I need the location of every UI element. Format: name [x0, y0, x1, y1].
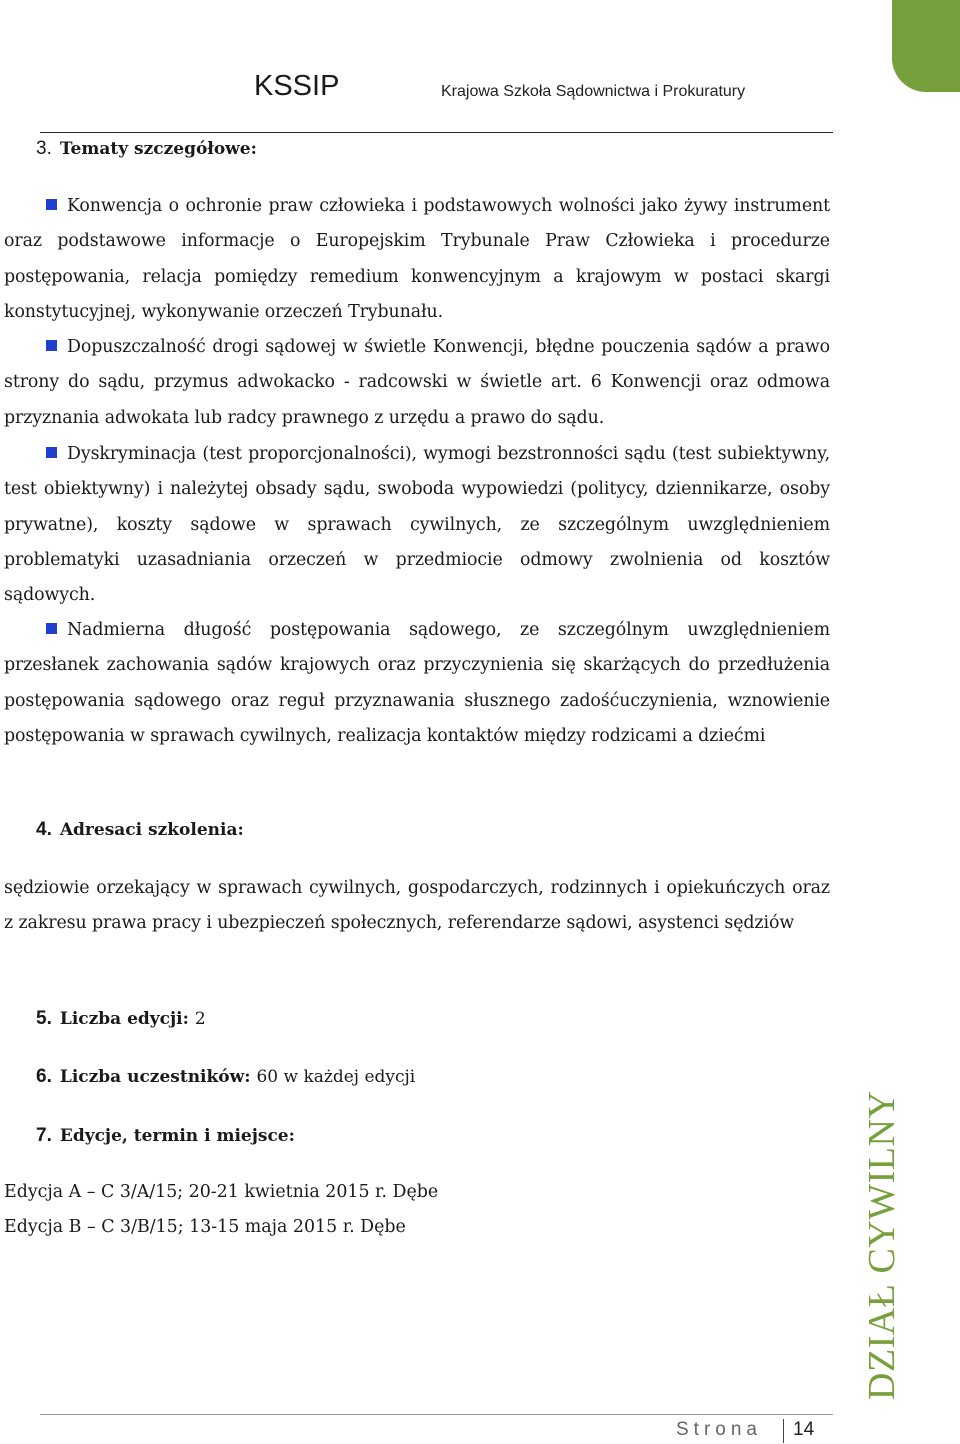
section-7-heading — [36, 1125, 295, 1147]
square-bullet-icon — [46, 199, 57, 210]
topic-item-4 — [4, 613, 830, 754]
topic-item-text: Konwencja o ochronie praw człowieka i podstawowych wolności jako żywy instrument oraz podstawowe informacje o Europejskim Trybunale Praw Człowieka i procedurze postępowania, relacja pomiędzy remedium konwencyjnym a krajowym w postaci skargi konstytucyjnej, wykonywanie orzeczeń Trybunału. — [4, 196, 830, 322]
section-6-number: 6. — [36, 1066, 52, 1087]
section-4-heading — [36, 819, 244, 841]
section-5-value: 2 — [194, 1009, 206, 1029]
square-bullet-icon — [46, 623, 57, 634]
footer-divider — [40, 1414, 833, 1415]
section-4-text: sędziowie orzekający w sprawach cywilnych, gospodarczych, rodzinnych i opiekuńczych oraz z zakresu prawa pracy i ubezpieczeń społecznych, referendarze sądowi, asystenci sędziów — [4, 878, 830, 934]
section-5-number: 5. — [36, 1008, 52, 1029]
topic-item-3 — [4, 437, 830, 613]
topic-item-text: Nadmierna długość postępowania sądowego, ze szczególnym uwzględnieniem przesłanek zachowania sądów krajowych oraz przyczynienia się skarżących do przedłużenia postępowania sądowego oraz reguł przyznawania słusznego zadośćuczynienia, wznowienie postępowania w sprawach cywilnych, realizacja kontaktów między rodzicami a dziećmi — [4, 620, 830, 746]
section-4-number: 4. — [36, 819, 52, 840]
section-3-title: Tematy szczegółowe: — [59, 139, 257, 159]
square-bullet-icon — [46, 340, 57, 351]
section-5-title: Liczba edycji: — [59, 1009, 189, 1029]
section-6-title: Liczba uczestników: — [59, 1067, 251, 1087]
square-bullet-icon — [46, 447, 57, 458]
edition-a: Edycja A – C 3/A/15; 20-21 kwietnia 2015 r. Dębe — [4, 1182, 439, 1202]
topic-item-text: Dyskryminacja (test proporcjonalności), wymogi bezstronności sądu (test subiektywny, test obiektywny) i należytej obsady sądu, swoboda wypowiedzi (politycy, dziennikarze, osoby prywatne), koszty sądowe w sprawach cywilnych, ze szczególnym uwzględnieniem problematyki uzasadniania orzeczeń w przedmiocie odmowy zwolnienia od kosztów sądowych. — [4, 444, 830, 606]
edition-b: Edycja B – C 3/B/15; 13-15 maja 2015 r. Dębe — [4, 1217, 406, 1237]
topic-item-1 — [4, 189, 830, 330]
topic-item-text: Dopuszczalność drogi sądowej w świetle Konwencji, błędne pouczenia sądów a prawo strony do sądu, przymus adwokacko - radcowski w świetle art. 6 Konwencji oraz odmowa przyznania adwokata lub radcy prawnego z urzędu a prawo do sądu. — [4, 337, 830, 428]
header-subtitle: Krajowa Szkoła Sądownictwa i Prokuratury — [441, 83, 746, 100]
footer-page-label: Strona — [676, 1419, 762, 1440]
section-6-value: 60 w każdej edycji — [256, 1067, 416, 1087]
side-section-label: DZIAŁ CYWILNY — [861, 1090, 903, 1400]
footer-page-number: 14 — [793, 1419, 815, 1440]
section-3-number: 3. — [36, 138, 52, 159]
section-7-number: 7. — [36, 1125, 52, 1146]
topic-item-2 — [4, 330, 830, 436]
header-divider — [40, 132, 833, 133]
header-logo: KSSIP — [254, 70, 340, 102]
section-7-title: Edycje, termin i miejsce: — [59, 1126, 295, 1146]
section-5-heading — [36, 1008, 206, 1030]
footer-separator — [783, 1419, 784, 1443]
section-3-heading — [36, 138, 257, 160]
section-4-title: Adresaci szkolenia: — [59, 820, 244, 840]
corner-tab — [892, 0, 960, 92]
section-6-heading — [36, 1066, 415, 1088]
